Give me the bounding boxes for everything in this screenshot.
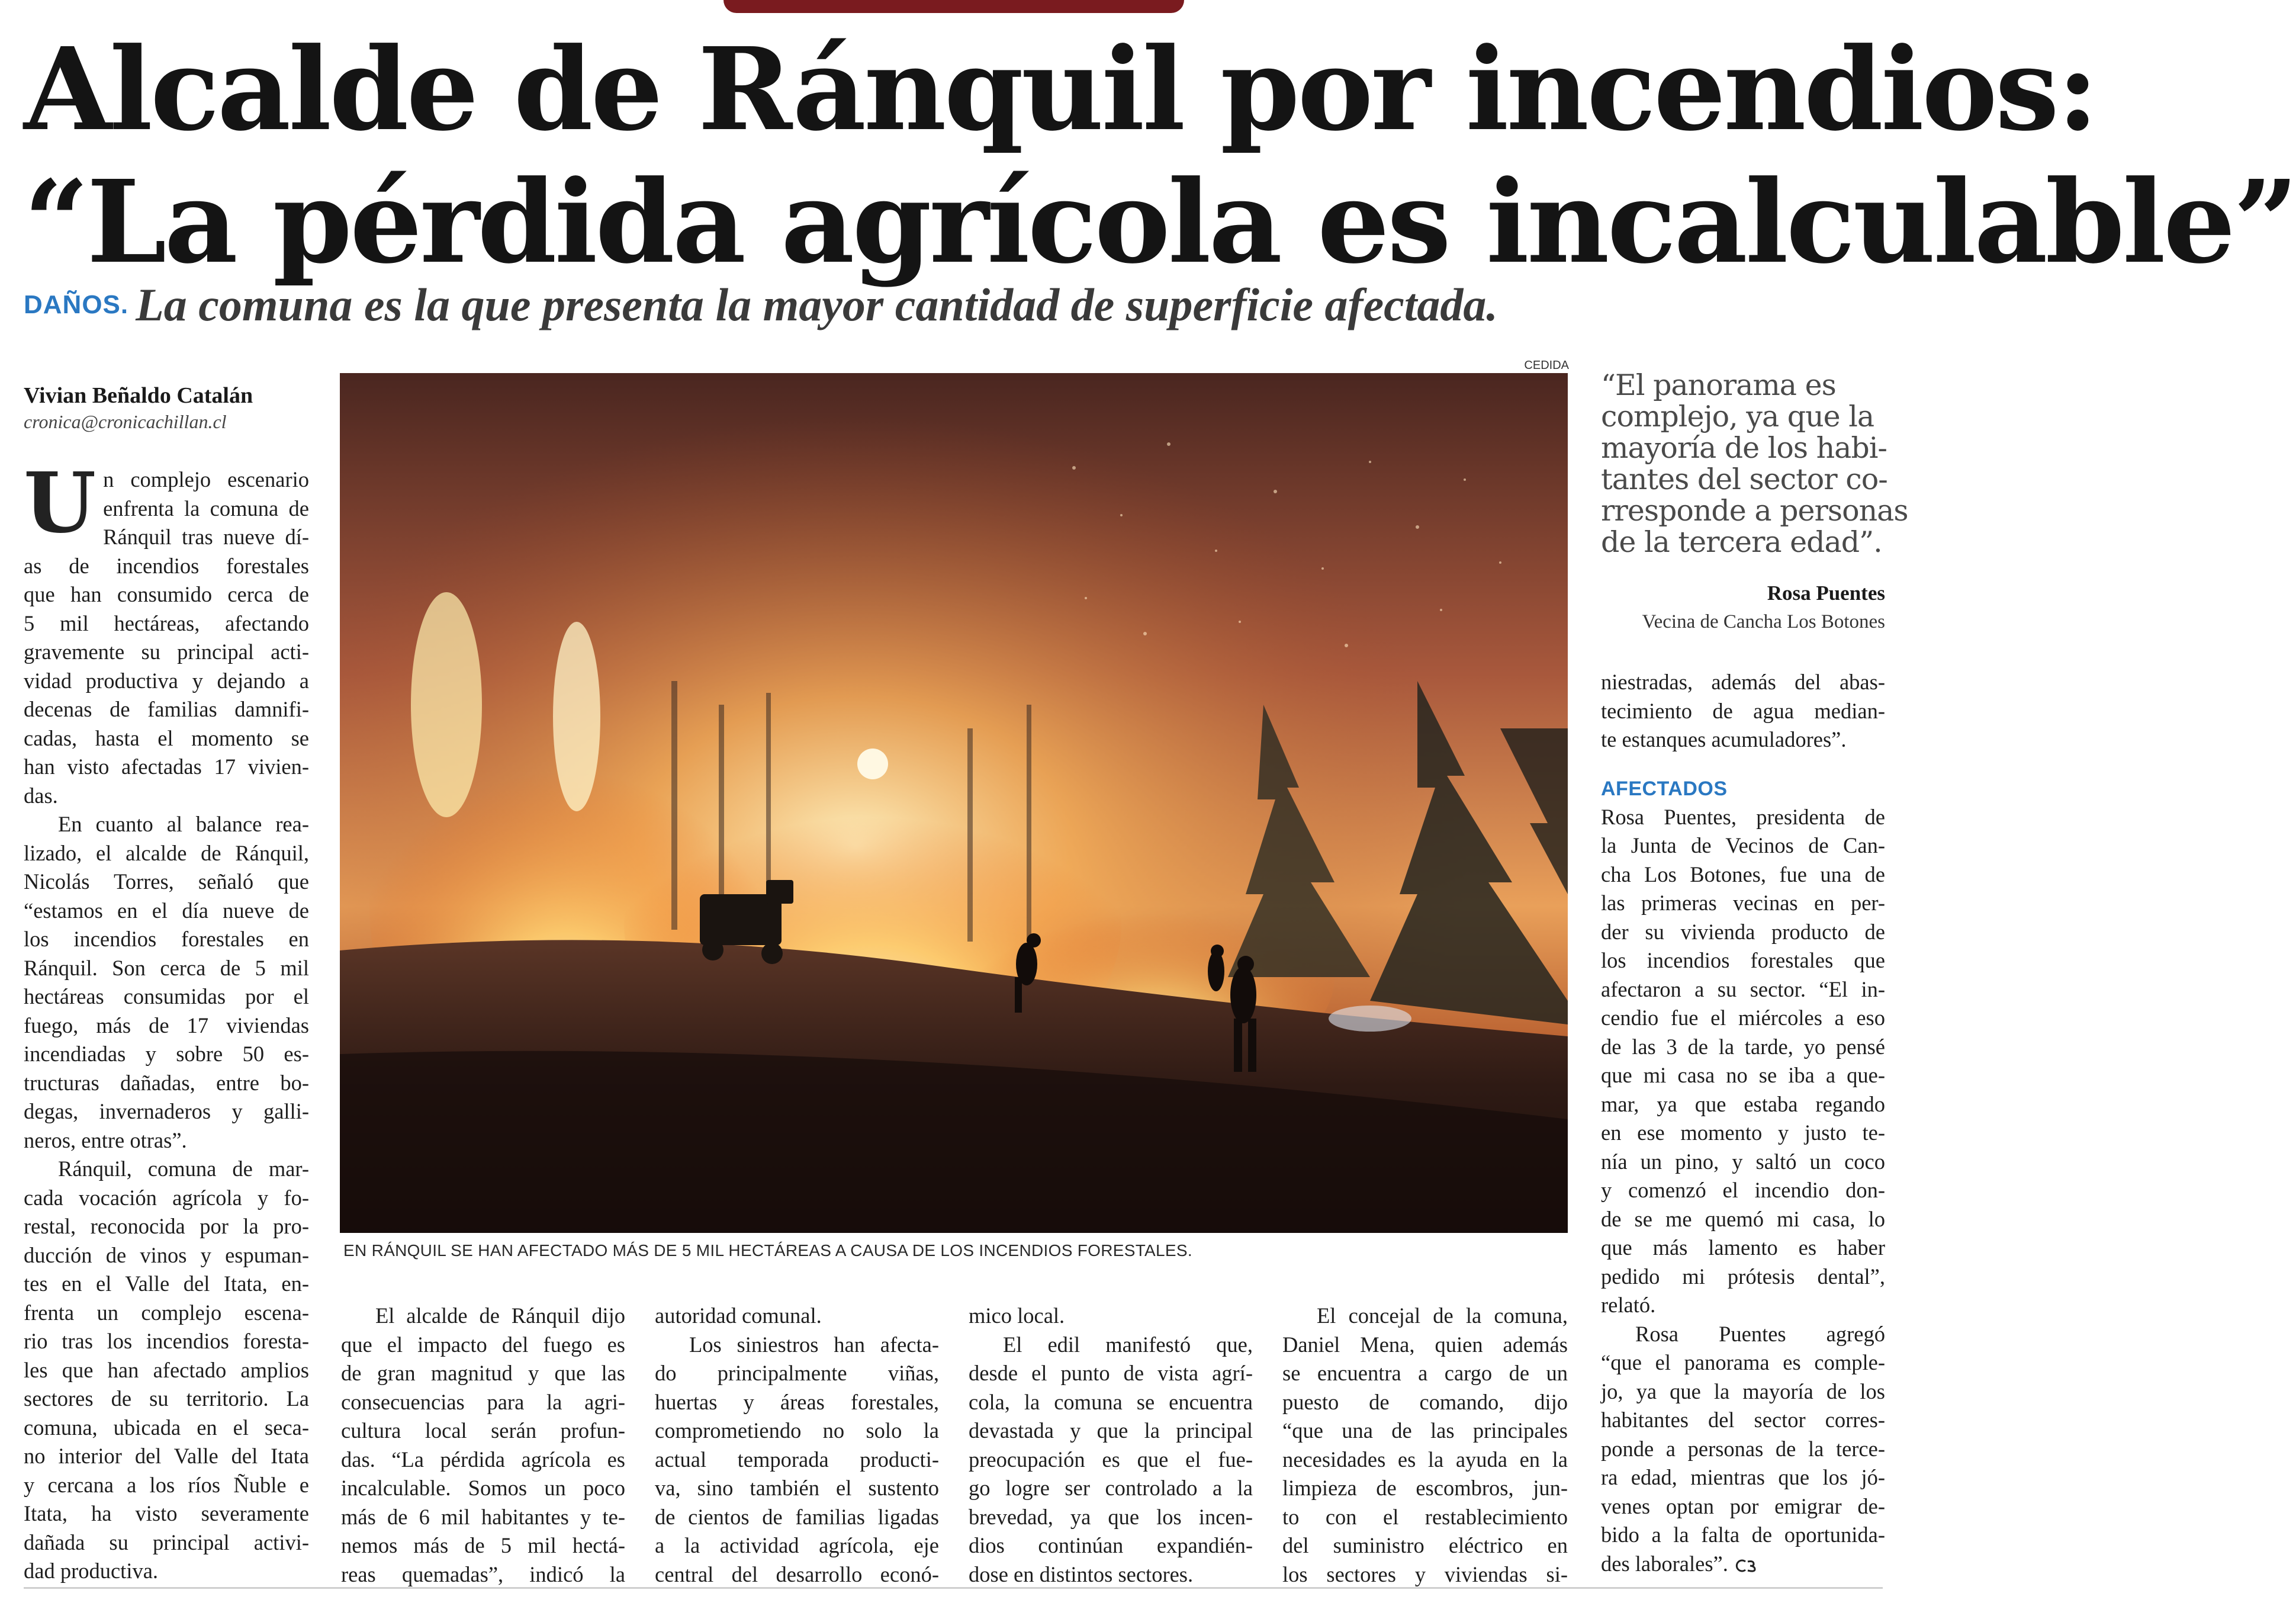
text-line: pedido mi prótesis dental”, — [1601, 1264, 1885, 1289]
text-line: de se me quemó mi casa, lo — [1601, 1206, 1885, 1231]
wildfire-illustration — [340, 373, 1568, 1233]
byline-author: Vivian Beñaldo Catalán — [24, 383, 253, 408]
text-line: cada vocación agrícola y fo- — [24, 1185, 309, 1210]
text-line: tes en el Valle del Itata, en- — [24, 1271, 309, 1296]
text-line: El edil manifestó que, — [1003, 1332, 1253, 1357]
pull-quote — [1601, 368, 1908, 559]
text-line: de las 3 de la tarde, yo pensé — [1601, 1034, 1885, 1059]
headline — [24, 23, 2296, 289]
deck-text: La comuna es la que presenta la mayor cantidad de superficie afectada. — [136, 279, 1498, 330]
text-line: vidad productiva y dejando a — [24, 668, 309, 693]
text-line: cendio fue el miércoles a eso — [1601, 1006, 1885, 1030]
text-line: fuego, más de 17 viviendas — [24, 1013, 309, 1038]
text-line: relató. — [1601, 1293, 1656, 1317]
text-line: Ránquil. Son cerca de 5 mil — [24, 955, 309, 980]
text-line: no interior del Valle del Itata — [24, 1444, 309, 1468]
text-line: El alcalde de Ránquil dijo — [375, 1303, 625, 1328]
text-line: que han consumido cerca de — [24, 582, 309, 606]
text-line: los sectores y viviendas si- — [1282, 1562, 1568, 1586]
text-line: Rosa Puentes agregó — [1635, 1321, 1885, 1346]
text-line: desde el punto de vista agrí- — [969, 1361, 1253, 1385]
text-line: cultura local serán profun- — [341, 1418, 625, 1443]
text-line: los incendios forestales que — [1601, 948, 1885, 972]
text-line: “estamos en el día nueve de — [24, 898, 309, 923]
text-line: incalculable. Somos un poco — [341, 1476, 625, 1500]
text-line: gravemente su principal acti- — [24, 640, 309, 664]
text-line — [1601, 1550, 1885, 1579]
quote-line: tantes del sector co- — [1601, 462, 1887, 496]
text-line: los incendios forestales en — [24, 927, 309, 951]
text-line: afectaron a su sector. “El in- — [1601, 977, 1885, 1001]
section-tab — [723, 0, 1184, 13]
text-line: que el impacto del fuego es — [341, 1332, 625, 1357]
column-5 — [1282, 1302, 1568, 1589]
text-line: dad productiva. — [24, 1559, 159, 1583]
text-line: se encuentra a cargo de un — [1282, 1361, 1568, 1385]
text-line: niestradas, además del abas- — [1601, 670, 1885, 694]
byline-email: cronica@cronicachillan.cl — [24, 411, 227, 432]
deck — [24, 278, 1883, 332]
text-line: das. “La pérdida agrícola es — [341, 1447, 625, 1472]
text-line: “que el panorama es comple- — [1601, 1350, 1885, 1374]
text-line: degas, invernaderos y galli- — [24, 1099, 309, 1123]
text-line: El concejal de la comuna, — [1317, 1303, 1568, 1328]
quote-line: “El panorama es — [1601, 368, 1836, 402]
text-line: va, sino también el sustento — [655, 1476, 939, 1500]
text-line: necesidades es la ayuda en la — [1282, 1447, 1568, 1472]
text-line: les que han afectado amplios — [24, 1357, 309, 1382]
text-line: las primeras vecinas en per- — [1601, 891, 1885, 915]
headline-line-1: Alcalde de Ránquil por incendios: — [24, 23, 2096, 156]
text-line: a la actividad agrícola, eje — [655, 1533, 939, 1557]
text-line: to con el restablecimiento — [1282, 1504, 1568, 1529]
column-1 — [24, 455, 309, 1586]
text-line-end: des laborales”. — [1601, 1551, 1728, 1576]
text-line: de gran magnitud y que las — [341, 1361, 625, 1385]
text-line: as de incendios forestales — [24, 553, 309, 578]
end-mark-icon — [1734, 1558, 1760, 1573]
text-line: puesto de comando, dijo — [1282, 1389, 1568, 1414]
wildfire-photo — [340, 373, 1568, 1233]
text-line: y comenzó el incendio don- — [1601, 1178, 1885, 1202]
quote-line: mayoría de los habi- — [1601, 431, 1887, 465]
text-line: restal, reconocida por la pro- — [24, 1214, 309, 1238]
text-line: 5 mil hectáreas, afectando — [24, 611, 309, 635]
text-line: der su vivienda producto de — [1601, 919, 1885, 944]
text-line: dios continúan expandién- — [969, 1533, 1253, 1557]
text-line: Itata, ha visto severamente — [24, 1501, 309, 1525]
text-line: comuna, ubicada en el seca- — [24, 1415, 309, 1440]
headline-line-2: “La pérdida agrícola es incalculable” — [24, 156, 2296, 289]
text-line: más de 6 mil habitantes y te- — [341, 1504, 625, 1529]
quote-role: Vecina de Cancha Los Botones — [1642, 611, 1885, 632]
text-line: devastada y que la principal — [969, 1418, 1253, 1443]
deck-kicker: DAÑOS. — [24, 290, 129, 319]
text-line: ponde a personas de la terce- — [1601, 1436, 1885, 1461]
text-line: tecimiento de agua median- — [1601, 698, 1885, 723]
text-line: das. — [24, 783, 58, 808]
column-4 — [969, 1302, 1253, 1589]
quote-line: complejo, ya que la — [1601, 400, 1874, 433]
text-line: te estanques acumuladores”. — [1601, 727, 1847, 751]
text-line: que más lamento es haber — [1601, 1235, 1885, 1260]
text-line: del suministro eléctrico en — [1282, 1533, 1568, 1557]
photo-caption: EN RÁNQUIL SE HAN AFECTADO MÁS DE 5 MIL HECTÁREAS A CAUSA DE LOS INCENDIOS FORESTALES. — [343, 1241, 1192, 1260]
text-line: Ránquil, comuna de mar- — [58, 1157, 309, 1181]
text-line: Daniel Mena, quien además — [1282, 1332, 1568, 1357]
text-line: lizado, el alcalde de Ránquil, — [24, 840, 309, 865]
text-line: Ránquil tras nueve dí- — [103, 525, 309, 549]
text-line: actual temporada producti- — [655, 1447, 939, 1472]
text-line: preocupación es que el fue- — [969, 1447, 1253, 1472]
text-line: jo, ya que la mayoría de los — [1601, 1379, 1885, 1403]
text-line: enfrenta la comuna de — [103, 496, 309, 521]
text-line: do principalmente viñas, — [655, 1361, 939, 1385]
text-line: Rosa Puentes, presidenta de — [1601, 804, 1885, 829]
text-line: habitantes del sector corres- — [1601, 1408, 1885, 1432]
text-line: que mi casa no se iba a que- — [1601, 1063, 1885, 1087]
text-line: la Junta de Vecinos de Can- — [1601, 833, 1885, 857]
text-line: brevedad, ya que los incen- — [969, 1504, 1253, 1529]
text-line: cha Los Botones, fue una de — [1601, 862, 1885, 886]
text-line: comprometiendo no solo la — [655, 1418, 939, 1443]
text-line: mico local. — [969, 1303, 1065, 1328]
text-line: tructuras dañadas, entre bo- — [24, 1070, 309, 1095]
text-line: dañada su principal activi- — [24, 1530, 309, 1554]
text-line: Los siniestros han afecta- — [689, 1332, 939, 1357]
quote-name: Rosa Puentes — [1767, 582, 1885, 605]
text-line: rio tras los incendios foresta- — [24, 1329, 309, 1353]
text-line: mar, ya que estaba regando — [1601, 1091, 1885, 1116]
text-line: dose en distintos sectores. — [969, 1562, 1194, 1586]
photo-credit: CEDIDA — [1524, 359, 1569, 372]
text-line: go logre ser controlado a la — [969, 1476, 1253, 1500]
text-line: de cientos de familias ligadas — [655, 1504, 939, 1529]
text-line: nía un pino, y saltó un coco — [1601, 1149, 1885, 1174]
text-line: ra edad, mientras que los jó- — [1601, 1465, 1885, 1489]
subhead-afectados: AFECTADOS — [1601, 777, 1728, 800]
quote-line: rresponde a personas — [1601, 494, 1908, 528]
text-line: bido a la falta de oportunida- — [1601, 1523, 1885, 1547]
text-line: En cuanto al balance rea- — [58, 812, 309, 836]
bottom-rule — [24, 1587, 1883, 1589]
text-line: neros, entre otras”. — [24, 1128, 187, 1152]
text-line: frenta un complejo escena- — [24, 1300, 309, 1325]
text-line: cola, la comuna se encuentra — [969, 1389, 1253, 1414]
text-line: hectáreas consumidas por el — [24, 984, 309, 1008]
text-line: sectores de su territorio. La — [24, 1386, 309, 1411]
text-line: central del desarrollo econó- — [655, 1562, 939, 1586]
drop-cap: U — [24, 455, 97, 552]
text-line: venes optan por emigrar de- — [1601, 1493, 1885, 1518]
text-line: han visto afectadas 17 vivien- — [24, 754, 309, 779]
text-line: en ese momento y justo te- — [1601, 1120, 1885, 1145]
text-line: decenas de familias damnifi- — [24, 697, 309, 721]
text-line: Nicolás Torres, señaló que — [24, 869, 309, 894]
text-line: “que una de las principales — [1282, 1418, 1568, 1443]
quote-line: de la tercera edad”. — [1601, 525, 1882, 559]
column-3 — [655, 1302, 939, 1589]
text-line: cadas, hasta el momento se — [24, 725, 309, 750]
column-2 — [341, 1302, 625, 1589]
text-line: huertas y áreas forestales, — [655, 1389, 939, 1414]
text-line: autoridad comunal. — [655, 1303, 822, 1328]
text-line: nemos más de 5 mil hectá- — [341, 1533, 625, 1557]
text-line: limpieza de escombros, jun- — [1282, 1476, 1568, 1500]
text-line: reas quemadas”, indicó la — [341, 1562, 625, 1586]
text-line: y cercana a los ríos Ñuble e — [24, 1472, 309, 1497]
text-line: n complejo escenario — [103, 467, 309, 492]
text-line: ducción de vinos y espuman- — [24, 1242, 309, 1267]
column-6 — [1601, 668, 1885, 1578]
text-line: consecuencias para la agri- — [341, 1389, 625, 1414]
text-line: incendiadas y sobre 50 es- — [24, 1042, 309, 1066]
